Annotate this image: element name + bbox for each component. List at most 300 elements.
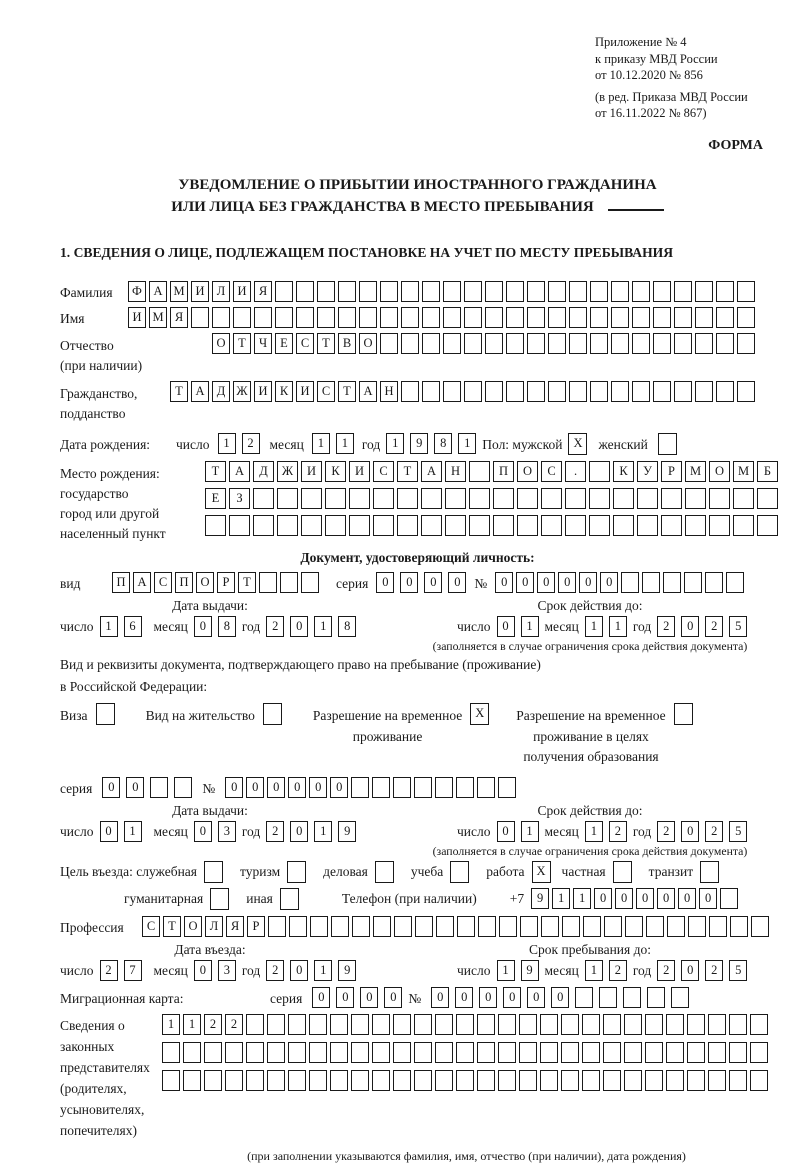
char-cell[interactable]	[709, 488, 730, 509]
char-cell[interactable]	[233, 307, 251, 328]
char-cell[interactable]: 0	[699, 888, 717, 909]
char-cell[interactable]: Л	[205, 916, 223, 937]
char-cell[interactable]: 0	[579, 572, 597, 593]
birthplace-row2-boxes[interactable]	[205, 488, 781, 509]
char-cell[interactable]: 0	[537, 572, 555, 593]
char-cell[interactable]	[527, 281, 545, 302]
char-cell[interactable]	[275, 281, 293, 302]
char-cell[interactable]: П	[112, 572, 130, 593]
char-cell[interactable]	[301, 488, 322, 509]
char-cell[interactable]: 1	[183, 1014, 201, 1035]
char-cell[interactable]: Т	[163, 916, 181, 937]
char-cell[interactable]: 6	[124, 616, 142, 637]
staydoc-issue-year[interactable]	[266, 821, 362, 842]
char-cell[interactable]	[653, 333, 671, 354]
char-cell[interactable]	[445, 515, 466, 536]
char-cell[interactable]	[611, 381, 629, 402]
iddoc-valid-year[interactable]	[657, 616, 753, 637]
purpose-work-checkbox[interactable]	[532, 861, 554, 883]
char-cell[interactable]: И	[233, 281, 251, 302]
char-cell[interactable]	[604, 916, 622, 937]
char-cell[interactable]: 0	[330, 777, 348, 798]
char-cell[interactable]	[737, 381, 755, 402]
char-cell[interactable]	[380, 333, 398, 354]
char-cell[interactable]: 0	[194, 616, 212, 637]
char-cell[interactable]: 1	[100, 616, 118, 637]
char-cell[interactable]: Ч	[254, 333, 272, 354]
char-cell[interactable]	[351, 1070, 369, 1091]
staydoc-valid-month[interactable]	[585, 821, 633, 842]
char-cell[interactable]: У	[637, 461, 658, 482]
char-cell[interactable]	[469, 488, 490, 509]
char-cell[interactable]	[450, 861, 469, 883]
char-cell[interactable]	[204, 1042, 222, 1063]
char-cell[interactable]	[674, 381, 692, 402]
char-cell[interactable]: 0	[448, 572, 466, 593]
char-cell[interactable]	[268, 916, 286, 937]
char-cell[interactable]	[456, 1042, 474, 1063]
char-cell[interactable]	[277, 488, 298, 509]
char-cell[interactable]: .	[565, 461, 586, 482]
char-cell[interactable]	[309, 1070, 327, 1091]
char-cell[interactable]	[729, 1014, 747, 1035]
char-cell[interactable]: 1	[497, 960, 515, 981]
birth-day-boxes[interactable]	[218, 433, 266, 454]
char-cell[interactable]: С	[373, 461, 394, 482]
char-cell[interactable]: 0	[246, 777, 264, 798]
char-cell[interactable]: 0	[455, 987, 473, 1008]
char-cell[interactable]	[288, 1070, 306, 1091]
char-cell[interactable]: С	[142, 916, 160, 937]
char-cell[interactable]	[162, 1070, 180, 1091]
char-cell[interactable]: Ж	[233, 381, 251, 402]
birth-year-boxes[interactable]	[386, 433, 482, 454]
char-cell[interactable]	[338, 307, 356, 328]
char-cell[interactable]	[259, 572, 277, 593]
char-cell[interactable]	[393, 1014, 411, 1035]
char-cell[interactable]: 0	[516, 572, 534, 593]
char-cell[interactable]: 9	[338, 821, 356, 842]
char-cell[interactable]	[548, 307, 566, 328]
char-cell[interactable]	[637, 488, 658, 509]
char-cell[interactable]: К	[325, 461, 346, 482]
char-cell[interactable]: О	[709, 461, 730, 482]
char-cell[interactable]	[325, 515, 346, 536]
char-cell[interactable]	[275, 307, 293, 328]
char-cell[interactable]	[624, 1070, 642, 1091]
char-cell[interactable]: О	[212, 333, 230, 354]
char-cell[interactable]	[632, 333, 650, 354]
char-cell[interactable]	[757, 488, 778, 509]
char-cell[interactable]	[210, 888, 229, 910]
char-cell[interactable]	[289, 916, 307, 937]
char-cell[interactable]	[561, 1070, 579, 1091]
char-cell[interactable]	[421, 515, 442, 536]
char-cell[interactable]: 0	[309, 777, 327, 798]
char-cell[interactable]	[349, 515, 370, 536]
char-cell[interactable]	[709, 515, 730, 536]
char-cell[interactable]: 0	[678, 888, 696, 909]
char-cell[interactable]	[685, 488, 706, 509]
birth-month-boxes[interactable]	[312, 433, 360, 454]
char-cell[interactable]	[464, 381, 482, 402]
char-cell[interactable]: 8	[218, 616, 236, 637]
char-cell[interactable]	[225, 1042, 243, 1063]
char-cell[interactable]	[582, 1042, 600, 1063]
char-cell[interactable]: В	[338, 333, 356, 354]
char-cell[interactable]: 2	[705, 960, 723, 981]
char-cell[interactable]	[443, 307, 461, 328]
char-cell[interactable]: 0	[102, 777, 120, 798]
char-cell[interactable]	[603, 1070, 621, 1091]
char-cell[interactable]	[372, 1070, 390, 1091]
char-cell[interactable]	[667, 916, 685, 937]
char-cell[interactable]	[645, 1070, 663, 1091]
char-cell[interactable]: 0	[527, 987, 545, 1008]
char-cell[interactable]	[716, 307, 734, 328]
char-cell[interactable]	[415, 916, 433, 937]
char-cell[interactable]	[280, 572, 298, 593]
char-cell[interactable]	[613, 488, 634, 509]
char-cell[interactable]	[380, 281, 398, 302]
char-cell[interactable]: 8	[338, 616, 356, 637]
char-cell[interactable]	[422, 281, 440, 302]
char-cell[interactable]	[527, 381, 545, 402]
char-cell[interactable]	[695, 381, 713, 402]
char-cell[interactable]	[653, 281, 671, 302]
char-cell[interactable]	[301, 515, 322, 536]
char-cell[interactable]	[708, 1070, 726, 1091]
char-cell[interactable]	[661, 515, 682, 536]
char-cell[interactable]: Ф	[128, 281, 146, 302]
char-cell[interactable]: Т	[338, 381, 356, 402]
char-cell[interactable]	[422, 381, 440, 402]
char-cell[interactable]: И	[349, 461, 370, 482]
char-cell[interactable]	[632, 381, 650, 402]
char-cell[interactable]	[498, 1014, 516, 1035]
char-cell[interactable]	[464, 307, 482, 328]
char-cell[interactable]: 0	[495, 572, 513, 593]
birthplace-row1-boxes[interactable]	[205, 461, 781, 482]
char-cell[interactable]	[469, 461, 490, 482]
char-cell[interactable]	[590, 381, 608, 402]
entry-year-boxes[interactable]	[266, 960, 362, 981]
char-cell[interactable]	[498, 777, 516, 798]
char-cell[interactable]: С	[541, 461, 562, 482]
char-cell[interactable]: Н	[445, 461, 466, 482]
char-cell[interactable]	[705, 572, 723, 593]
char-cell[interactable]: Р	[217, 572, 235, 593]
staydoc-issue-month[interactable]	[194, 821, 242, 842]
char-cell[interactable]: 0	[636, 888, 654, 909]
char-cell[interactable]	[684, 572, 702, 593]
char-cell[interactable]	[397, 515, 418, 536]
doc-kind-boxes[interactable]	[112, 572, 322, 593]
char-cell[interactable]	[445, 488, 466, 509]
char-cell[interactable]: 0	[681, 616, 699, 637]
char-cell[interactable]: 1	[314, 616, 332, 637]
char-cell[interactable]	[562, 916, 580, 937]
char-cell[interactable]	[296, 307, 314, 328]
char-cell[interactable]: А	[359, 381, 377, 402]
char-cell[interactable]	[613, 861, 632, 883]
char-cell[interactable]	[267, 1014, 285, 1035]
char-cell[interactable]	[687, 1070, 705, 1091]
char-cell[interactable]	[288, 1014, 306, 1035]
char-cell[interactable]: О	[359, 333, 377, 354]
char-cell[interactable]	[674, 307, 692, 328]
char-cell[interactable]: 2	[100, 960, 118, 981]
char-cell[interactable]: 3	[218, 960, 236, 981]
char-cell[interactable]	[685, 515, 706, 536]
char-cell[interactable]: 5	[729, 960, 747, 981]
char-cell[interactable]	[666, 1042, 684, 1063]
char-cell[interactable]	[375, 861, 394, 883]
char-cell[interactable]	[582, 1070, 600, 1091]
char-cell[interactable]	[309, 1042, 327, 1063]
char-cell[interactable]	[671, 987, 689, 1008]
char-cell[interactable]: Л	[212, 281, 230, 302]
char-cell[interactable]: Е	[205, 488, 226, 509]
char-cell[interactable]	[96, 703, 115, 725]
char-cell[interactable]	[325, 488, 346, 509]
char-cell[interactable]	[733, 488, 754, 509]
purpose-study-checkbox[interactable]	[450, 861, 472, 883]
char-cell[interactable]	[401, 381, 419, 402]
char-cell[interactable]	[561, 1042, 579, 1063]
char-cell[interactable]	[435, 777, 453, 798]
char-cell[interactable]	[729, 1042, 747, 1063]
iddoc-valid-month[interactable]	[585, 616, 633, 637]
char-cell[interactable]	[623, 987, 641, 1008]
char-cell[interactable]: А	[421, 461, 442, 482]
char-cell[interactable]: 0	[290, 960, 308, 981]
char-cell[interactable]	[422, 307, 440, 328]
char-cell[interactable]	[183, 1042, 201, 1063]
char-cell[interactable]	[352, 916, 370, 937]
char-cell[interactable]	[709, 916, 727, 937]
purpose-humanitarian-checkbox[interactable]	[210, 888, 232, 910]
char-cell[interactable]: 2	[609, 960, 627, 981]
char-cell[interactable]	[527, 333, 545, 354]
char-cell[interactable]	[477, 1014, 495, 1035]
char-cell[interactable]: 0	[290, 616, 308, 637]
char-cell[interactable]: Т	[205, 461, 226, 482]
char-cell[interactable]: 2	[266, 616, 284, 637]
char-cell[interactable]: 0	[400, 572, 418, 593]
char-cell[interactable]: 1	[314, 821, 332, 842]
char-cell[interactable]	[695, 333, 713, 354]
char-cell[interactable]: 0	[615, 888, 633, 909]
char-cell[interactable]: 0	[497, 821, 515, 842]
iddoc-issue-month[interactable]	[194, 616, 242, 637]
char-cell[interactable]	[646, 916, 664, 937]
char-cell[interactable]	[267, 1070, 285, 1091]
char-cell[interactable]	[351, 777, 369, 798]
char-cell[interactable]	[632, 307, 650, 328]
char-cell[interactable]: 1	[162, 1014, 180, 1035]
char-cell[interactable]: 1	[552, 888, 570, 909]
char-cell[interactable]	[267, 1042, 285, 1063]
char-cell[interactable]	[401, 333, 419, 354]
char-cell[interactable]: Р	[661, 461, 682, 482]
char-cell[interactable]	[548, 381, 566, 402]
char-cell[interactable]	[359, 307, 377, 328]
char-cell[interactable]	[565, 488, 586, 509]
char-cell[interactable]	[589, 488, 610, 509]
char-cell[interactable]	[548, 333, 566, 354]
char-cell[interactable]: 2	[657, 821, 675, 842]
char-cell[interactable]: 0	[681, 960, 699, 981]
char-cell[interactable]	[708, 1042, 726, 1063]
char-cell[interactable]	[162, 1042, 180, 1063]
char-cell[interactable]	[687, 1042, 705, 1063]
char-cell[interactable]	[569, 381, 587, 402]
char-cell[interactable]	[485, 333, 503, 354]
char-cell[interactable]	[456, 1014, 474, 1035]
char-cell[interactable]: 2	[204, 1014, 222, 1035]
char-cell[interactable]	[575, 987, 593, 1008]
char-cell[interactable]	[443, 281, 461, 302]
char-cell[interactable]	[373, 488, 394, 509]
char-cell[interactable]	[498, 1042, 516, 1063]
char-cell[interactable]: П	[493, 461, 514, 482]
char-cell[interactable]	[443, 381, 461, 402]
char-cell[interactable]	[757, 515, 778, 536]
char-cell[interactable]: 0	[126, 777, 144, 798]
char-cell[interactable]: И	[128, 307, 146, 328]
char-cell[interactable]: Н	[380, 381, 398, 402]
staydoc-series-boxes[interactable]	[102, 777, 198, 798]
char-cell[interactable]	[317, 281, 335, 302]
char-cell[interactable]	[716, 333, 734, 354]
char-cell[interactable]	[611, 333, 629, 354]
char-cell[interactable]	[517, 488, 538, 509]
temp-residence-checkbox[interactable]	[470, 703, 492, 725]
citizenship-boxes[interactable]	[170, 381, 758, 402]
char-cell[interactable]	[540, 1014, 558, 1035]
char-cell[interactable]	[414, 1042, 432, 1063]
char-cell[interactable]: 0	[376, 572, 394, 593]
char-cell[interactable]: 2	[242, 433, 260, 454]
char-cell[interactable]	[394, 916, 412, 937]
iddoc-issue-year[interactable]	[266, 616, 362, 637]
char-cell[interactable]: 0	[657, 888, 675, 909]
char-cell[interactable]	[150, 777, 168, 798]
char-cell[interactable]: 8	[434, 433, 452, 454]
char-cell[interactable]	[569, 307, 587, 328]
char-cell[interactable]: З	[229, 488, 250, 509]
char-cell[interactable]: 1	[124, 821, 142, 842]
char-cell[interactable]	[464, 281, 482, 302]
char-cell[interactable]	[351, 1014, 369, 1035]
char-cell[interactable]: 1	[218, 433, 236, 454]
char-cell[interactable]: 3	[218, 821, 236, 842]
char-cell[interactable]	[254, 307, 272, 328]
char-cell[interactable]: 5	[729, 821, 747, 842]
char-cell[interactable]: 9	[338, 960, 356, 981]
char-cell[interactable]	[590, 281, 608, 302]
char-cell[interactable]: 1	[521, 616, 539, 637]
char-cell[interactable]: X	[470, 703, 489, 725]
char-cell[interactable]	[493, 488, 514, 509]
staydoc-issue-day[interactable]	[100, 821, 148, 842]
char-cell[interactable]	[589, 515, 610, 536]
purpose-business-checkbox[interactable]	[375, 861, 397, 883]
char-cell[interactable]	[414, 1014, 432, 1035]
char-cell[interactable]: 0	[225, 777, 243, 798]
char-cell[interactable]	[253, 488, 274, 509]
birthplace-row3-boxes[interactable]	[205, 515, 781, 536]
char-cell[interactable]	[520, 916, 538, 937]
female-checkbox[interactable]	[658, 433, 680, 455]
char-cell[interactable]	[674, 333, 692, 354]
profession-boxes[interactable]	[142, 916, 772, 937]
char-cell[interactable]: И	[191, 281, 209, 302]
char-cell[interactable]: И	[254, 381, 272, 402]
char-cell[interactable]	[456, 777, 474, 798]
char-cell[interactable]	[372, 1042, 390, 1063]
char-cell[interactable]	[485, 281, 503, 302]
char-cell[interactable]	[380, 307, 398, 328]
char-cell[interactable]: 9	[521, 960, 539, 981]
char-cell[interactable]	[435, 1070, 453, 1091]
char-cell[interactable]: М	[149, 307, 167, 328]
char-cell[interactable]	[540, 1070, 558, 1091]
char-cell[interactable]	[499, 916, 517, 937]
char-cell[interactable]	[653, 381, 671, 402]
char-cell[interactable]: С	[317, 381, 335, 402]
char-cell[interactable]: Р	[247, 916, 265, 937]
char-cell[interactable]: 1	[386, 433, 404, 454]
char-cell[interactable]	[569, 333, 587, 354]
char-cell[interactable]	[174, 777, 192, 798]
char-cell[interactable]	[478, 916, 496, 937]
char-cell[interactable]: 1	[609, 616, 627, 637]
char-cell[interactable]	[750, 1070, 768, 1091]
char-cell[interactable]: М	[733, 461, 754, 482]
staydoc-number-boxes[interactable]	[225, 777, 519, 798]
char-cell[interactable]	[613, 515, 634, 536]
char-cell[interactable]: 7	[124, 960, 142, 981]
char-cell[interactable]: 1	[585, 821, 603, 842]
char-cell[interactable]: 0	[336, 987, 354, 1008]
char-cell[interactable]	[700, 861, 719, 883]
char-cell[interactable]	[485, 307, 503, 328]
char-cell[interactable]	[246, 1042, 264, 1063]
char-cell[interactable]	[373, 515, 394, 536]
char-cell[interactable]: Т	[317, 333, 335, 354]
char-cell[interactable]: Т	[170, 381, 188, 402]
char-cell[interactable]: Б	[757, 461, 778, 482]
stay-month-boxes[interactable]	[585, 960, 633, 981]
char-cell[interactable]: А	[191, 381, 209, 402]
migcard-number-boxes[interactable]	[431, 987, 695, 1008]
staydoc-valid-day[interactable]	[497, 821, 545, 842]
char-cell[interactable]	[590, 333, 608, 354]
given-name-boxes[interactable]	[128, 307, 758, 328]
char-cell[interactable]: 1	[336, 433, 354, 454]
char-cell[interactable]	[280, 888, 299, 910]
char-cell[interactable]	[393, 1042, 411, 1063]
char-cell[interactable]	[653, 307, 671, 328]
char-cell[interactable]: 0	[594, 888, 612, 909]
char-cell[interactable]	[548, 281, 566, 302]
char-cell[interactable]	[730, 916, 748, 937]
char-cell[interactable]	[435, 1042, 453, 1063]
char-cell[interactable]	[519, 1070, 537, 1091]
char-cell[interactable]	[191, 307, 209, 328]
